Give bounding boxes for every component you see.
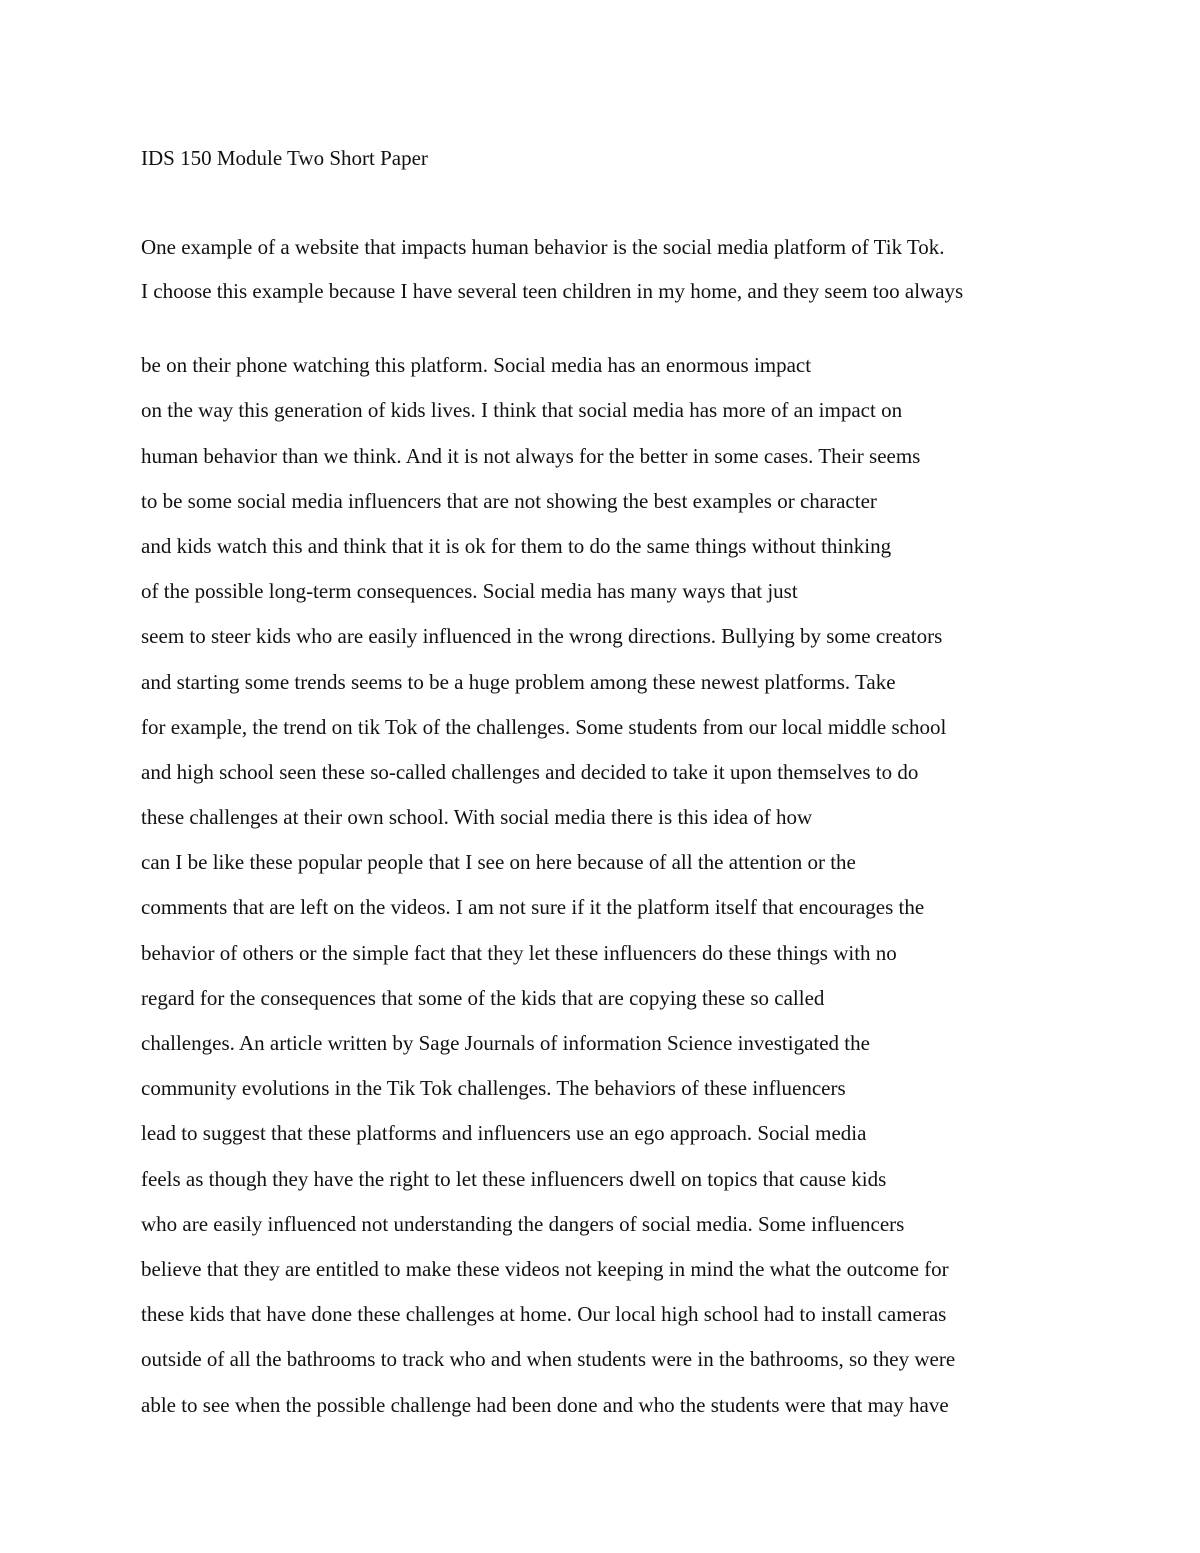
- body-line: for example, the trend on tik Tok of the challenges. Some students from our local middle school: [141, 714, 947, 739]
- body-line: can I be like these popular people that I see on here because of all the attention or the: [141, 850, 856, 875]
- body-line: to be some social media influencers that are not showing the best examples or character: [141, 488, 877, 513]
- body-line: human behavior than we think. And it is not always for the better in some cases. Their seems: [141, 443, 921, 468]
- body-line: believe that they are entitled to make these videos not keeping in mind the what the outcome for: [141, 1256, 949, 1281]
- body-line: behavior of others or the simple fact that they let these influencers do these things with no: [141, 940, 897, 965]
- document-title: IDS 150 Module Two Short Paper: [141, 146, 428, 170]
- body-line: of the possible long-term consequences. Social media has many ways that just: [141, 579, 798, 604]
- body-line: and starting some trends seems to be a huge problem among these newest platforms. Take: [141, 669, 896, 694]
- body-line: these challenges at their own school. With social media there is this idea of how: [141, 805, 813, 830]
- body-line: and kids watch this and think that it is ok for them to do the same things without thinking: [141, 533, 892, 558]
- body-line: seem to steer kids who are easily influenced in the wrong directions. Bullying by some creators: [141, 624, 943, 649]
- body-line: these kids that have done these challenges at home. Our local high school had to install cameras: [141, 1302, 947, 1327]
- body-line: challenges. An article written by Sage Journals of information Science investigated the: [141, 1031, 870, 1055]
- body-line: able to see when the possible challenge had been done and who the students were that may have: [141, 1392, 949, 1417]
- body-line: I choose this example because I have several teen children in my home, and they seem too always: [141, 279, 964, 304]
- body-line: regard for the consequences that some of the kids that are copying these so called: [141, 985, 825, 1010]
- body-line: outside of all the bathrooms to track who and when students were in the bathrooms, so they were: [141, 1347, 956, 1372]
- body-line: One example of a website that impacts human behavior is the social media platform of Tik Tok.: [141, 235, 945, 259]
- document-body: [141, 232, 1071, 1435]
- body-line: feels as though they have the right to let these influencers dwell on topics that cause kids: [141, 1166, 887, 1191]
- body-line: community evolutions in the Tik Tok challenges. The behaviors of these influencers: [141, 1076, 846, 1101]
- body-line: be on their phone watching this platform. Social media has an enormous impact: [141, 353, 812, 378]
- body-line: who are easily influenced not understanding the dangers of social media. Some influencers: [141, 1211, 905, 1236]
- body-line: lead to suggest that these platforms and influencers use an ego approach. Social media: [141, 1121, 867, 1146]
- body-line: on the way this generation of kids lives. I think that social media has more of an impact on: [141, 398, 903, 423]
- body-line: comments that are left on the videos. I am not sure if it the platform itself that encourages the: [141, 895, 925, 920]
- body-line: and high school seen these so-called challenges and decided to take it upon themselves to do: [141, 759, 919, 784]
